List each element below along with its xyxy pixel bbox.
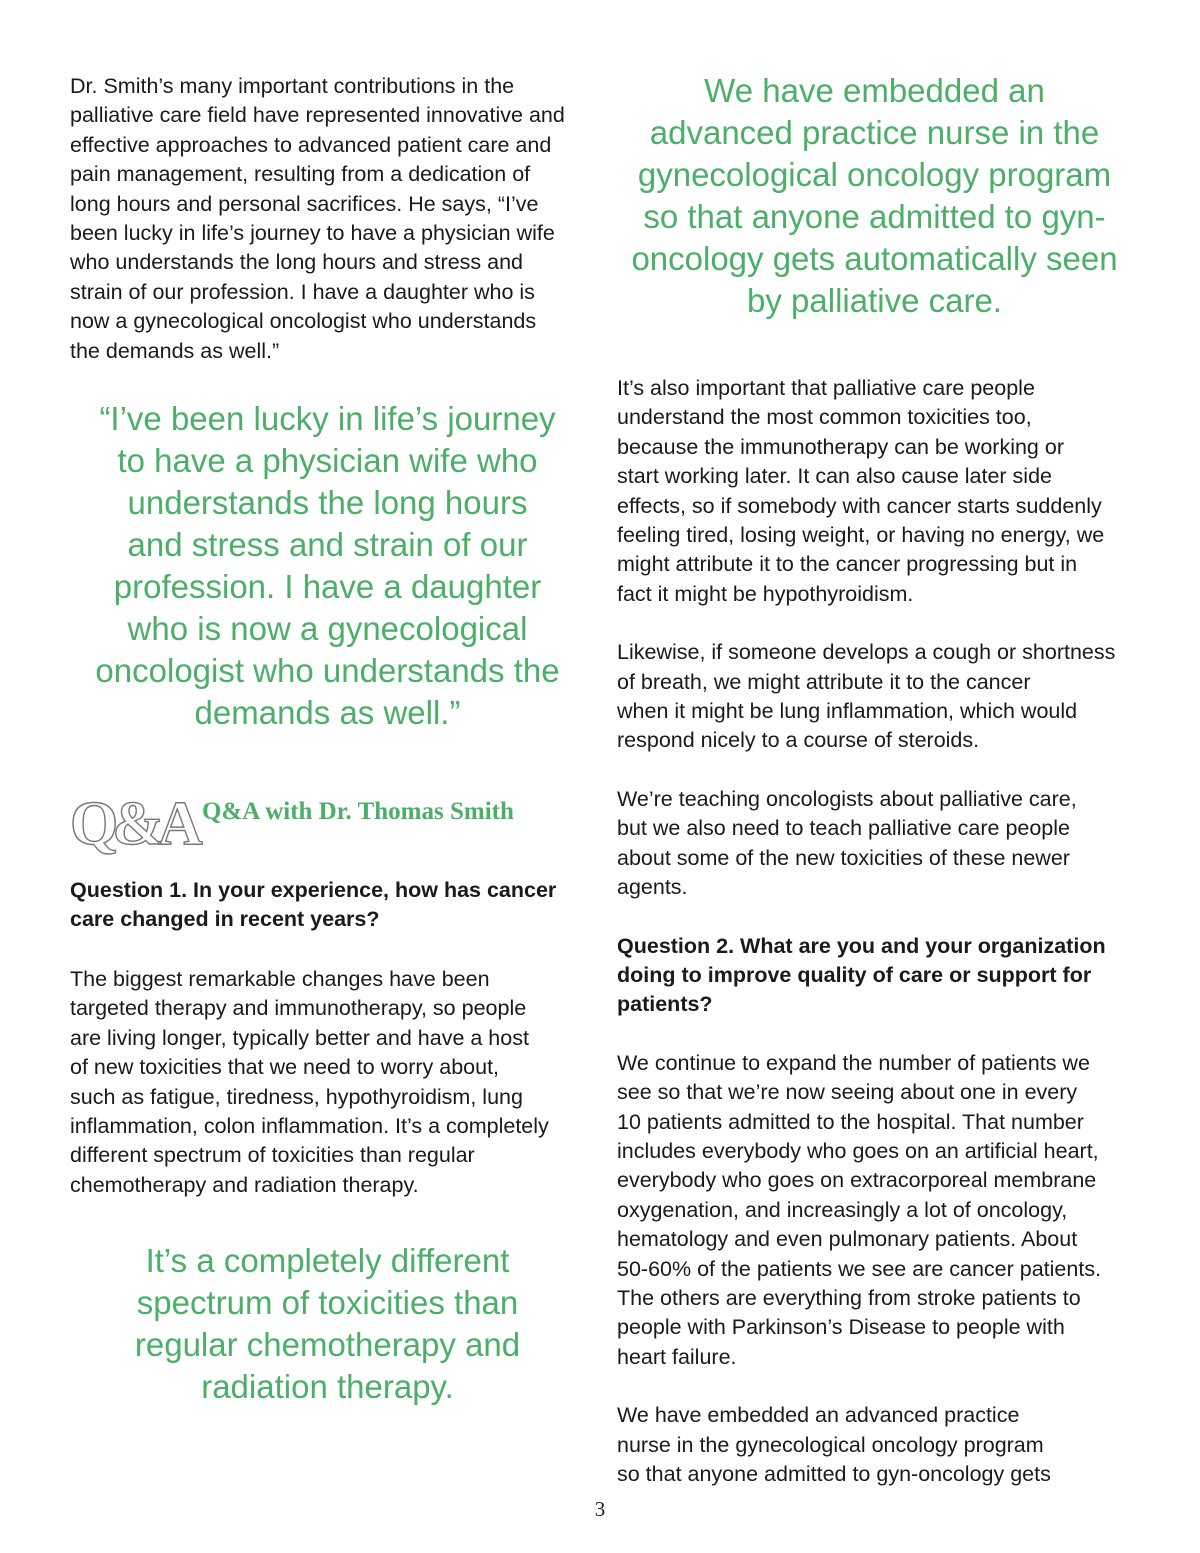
question-2: Question 2. What are you and your organization doing to improve quality of care or support for patients? [617, 933, 1106, 1017]
pull-quote-family: “I’ve been lucky in life’s journey to have a physician wife who understands the long hours and stress and strain of our profession. I have a daughter who is now a gynecological oncologist who understands the demands as well.” [95, 400, 560, 732]
qa-title: Q&A with Dr. Thomas Smith [202, 798, 514, 826]
answer-1: The biggest remarkable changes have been targeted therapy and immunotherapy, so people are living longer, typically better and have a host of new toxicities that we need to worry about, such as fatigue, tiredness, hypothyroidism, lung inflammation, colon inflammation. It’s a completely different spectrum of toxicities than regular chemotherapy and radiation therapy. [70, 966, 549, 1197]
pull-quote-embedded-nurse: We have embedded an advanced practice nurse in the gynecological oncology program so that anyone admitted to gyn- oncology gets automatically seen by palliative care. [631, 72, 1118, 319]
right-column [617, 70, 1132, 1489]
paragraph-teaching: We’re teaching oncologists about palliative care, but we also need to teach palliative care people about some of the new toxicities of these newer agents. [617, 786, 1077, 900]
question-1: Question 1. In your experience, how has cancer care changed in recent years? [70, 878, 557, 932]
paragraph-embedded-nurse: We have embedded an advanced practice nurse in the gynecological oncology program so that anyone admitted to gyn-oncology gets [617, 1403, 1051, 1486]
pull-quote-toxicities: It’s a completely different spectrum of toxicities than regular chemotherapy and radiation therapy. [134, 1242, 521, 1406]
qa-logo-icon [70, 786, 197, 859]
answer-2: We continue to expand the number of patients we see so that we’re now seeing about one in every 10 patients admitted to the hospital. That number includes everybody who goes on an artificial heart, everybody who goes on extracorporeal membrane oxygenation, and increasingly a lot of oncology, hematology and even pulmonary patients. About 50-60% of the patients we see are cancer patients. The others are everything from stroke patients to people with Parkinson’s Disease to people with heart failure. [617, 1050, 1102, 1369]
qa-header [70, 786, 585, 859]
page-number: 3 [594, 1497, 606, 1521]
paragraph-toxicities: It’s also important that palliative care people understand the most common toxicities too, because the immunotherapy can be working or start working later. It can also cause later side effects, so if somebody with cancer starts suddenly feeling tired, losing weight, or having no energy, we might attribute it to the cancer progressing but in fact it might be hypothyroidism. [617, 376, 1105, 606]
left-column [70, 70, 585, 1408]
paragraph-likewise: Likewise, if someone develops a cough or shortness of breath, we might attribute it to the cancer when it might be lung inflammation, which would respond nicely to a course of steroids. [617, 640, 1116, 753]
intro-paragraph: Dr. Smith’s many important contributions in the palliative care field have represented innovative and effective approaches to advanced patient care and pain management, resulting from a dedication of long hours and personal sacrifices. He says, “I’ve been lucky in life’s journey to have a physician wife who understands the long hours and stress and strain of our profession. I have a daughter who is now a gynecological oncologist who understands the demands as well.” [70, 74, 565, 363]
qa-logo-text: Q&A [70, 790, 197, 859]
